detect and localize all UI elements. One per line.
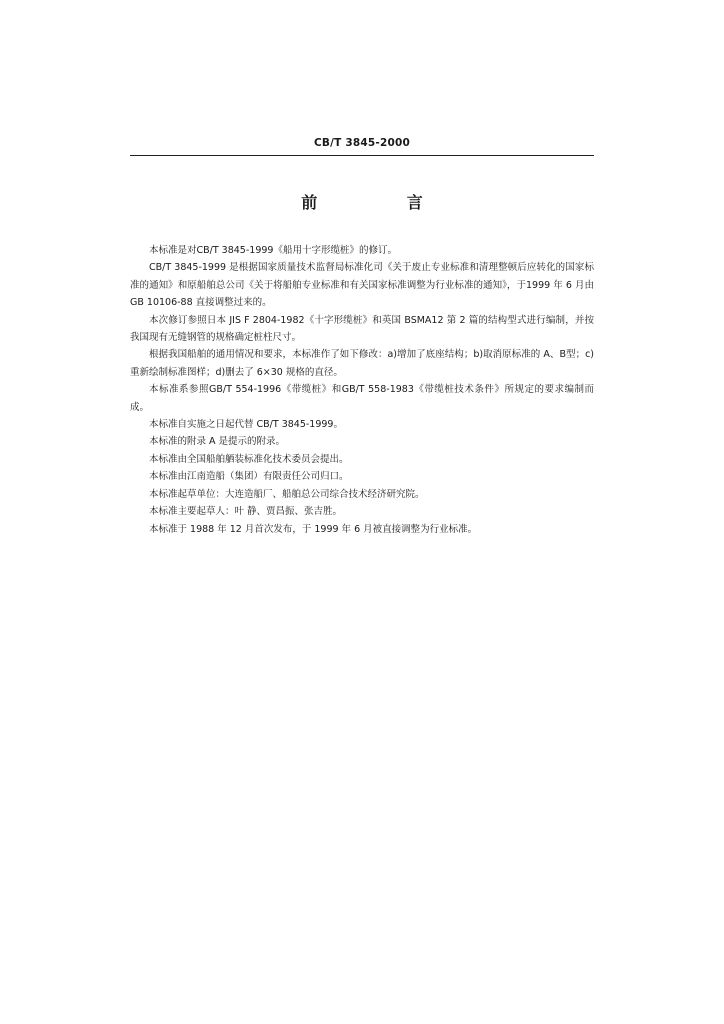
foreword-title: 前 言 xyxy=(301,193,465,212)
paragraph: 本标准于 1988 年 12 月首次发布，于 1999 年 6 月被直接调整为行业标准。 xyxy=(149,523,478,535)
paragraph: 本次修订参照日本 JIS F 2804-1982《十字形缆桩》和英国 BSMA12 第 2 篇的结构型式进行编制，并按我国现有无缝钢管的规格确定桩柱尺寸。 xyxy=(130,314,594,344)
paragraph: 本标准自实施之日起代替 CB/T 3845-1999。 xyxy=(149,419,343,431)
paragraph: 根据我国船舶的通用情况和要求，本标准作了如下修改：a)增加了底座结构；b)取消原标准的 A、B型；c)重新绘制标准图样；d)删去了 6×30 规格的直径。 xyxy=(130,349,594,378)
paragraph: 本标准是对CB/T 3845-1999《船用十字形缆桩》的修订。 xyxy=(149,245,397,256)
standard-code-header: CB/T 3845-2000 xyxy=(314,137,410,149)
header-divider xyxy=(130,155,594,156)
foreword-body xyxy=(130,242,594,538)
paragraph: 本标准由全国船舶舾装标准化技术委员会提出。 xyxy=(149,453,349,465)
paragraph: 本标准系参照GB/T 554-1996《带缆桩》和GB/T 558-1983《带缆桩技术条件》所规定的要求编制而成。 xyxy=(130,384,594,413)
paragraph: 本标准由江南造船（集团）有限责任公司归口。 xyxy=(149,471,349,483)
paragraph: 本标准的附录 A 是提示的附录。 xyxy=(149,436,286,448)
paragraph: CB/T 3845-1999 是根据国家质量技术监督局标准化司《关于废止专业标准和清理整顿后应转化的国家标准的通知》和原船舶总公司《关于将船舶专业标准和有关国家标准调整为行业标准的通知》，于1999 年 6 月由 GB 10106-88 直接调整过来的。 xyxy=(130,262,594,309)
paragraph: 本标准起草单位：大连造船厂、船舶总公司综合技术经济研究院。 xyxy=(149,488,425,500)
paragraph: 本标准主要起草人：叶 静、贾昌振、张吉胜。 xyxy=(149,506,343,518)
